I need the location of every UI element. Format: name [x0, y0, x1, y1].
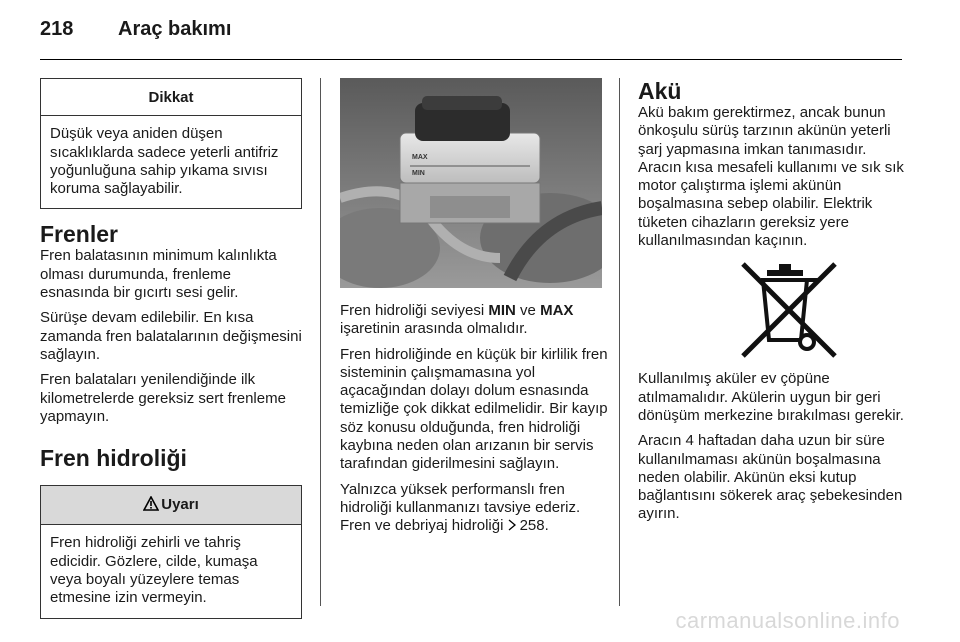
chapter-title: Araç bakımı — [118, 18, 232, 40]
brake-fluid-contamination-paragraph: Fren hidroliğinde en küçük bir kirlilik fren sisteminin çalışmamasına yol açacağından dolayı dolum esnasında temizliğe çok dikkat edilmelidir. Bir kayıp söz konusu olduğunda, fren hidroliği kaybına neden olan arızanın bir servis tarafından giderilmesini sağlayın. — [340, 345, 608, 473]
section-heading-brake-fluid: Fren hidroliği — [40, 445, 187, 472]
crossed-out-wheelie-bin-icon — [638, 258, 906, 370]
warning-box — [40, 485, 302, 618]
warning-title — [41, 486, 301, 525]
recommendation-text: Yalnızca yüksek performanslı fren hidroliği kullanmanızı tavsiye ederiz. Fren ve debriyaj hidroliği — [340, 480, 581, 535]
caution-box — [40, 78, 302, 209]
level-max: MAX — [540, 302, 574, 319]
page-header — [40, 18, 231, 41]
reservoir-max-label: MAX — [412, 154, 428, 161]
caution-title: Dikkat — [41, 79, 301, 116]
caution-text: Düşük veya aniden düşen sıcaklıklarda sadece yeterli antifriz yoğunluğuna sahip yıkama sıvısı koruma sağlayabilir. — [50, 125, 279, 198]
brakes-paragraph-1: Fren balatasının minimum kalınlıkta olması durumunda, frenleme esnasında bir gıcırtı sesi gelir. — [40, 247, 277, 302]
level-text-2: ve — [515, 302, 541, 319]
level-min: MIN — [488, 302, 516, 319]
left-column — [40, 78, 302, 619]
column-divider-2 — [619, 78, 620, 606]
page-number: 218 — [40, 18, 74, 40]
warning-text: Fren hidroliği zehirli ve tahriş edicidir. Gözlere, cilde, kumaşa veya boyalı yüzeylere temas etmesine izin vermeyin. — [50, 534, 258, 607]
battery-paragraph-2: Kullanılmış aküler ev çöpüne atılmamalıdır. Akülerin uygun bir geri dönüşüm merkezine bırakılması gerekir. — [638, 370, 904, 424]
battery-paragraph-3: Aracın 4 haftadan daha uzun bir süre kullanılmaması akünün boşalmasına neden olabilir. Akünün eksi kutup bağlantısını sökerek araç şebekesinden ayırın. — [638, 432, 903, 523]
brakes-paragraph-2: Sürüşe devam edilebilir. En kısa zamanda fren balatalarının değişmesini sağlayın. — [40, 309, 302, 363]
brake-fluid-recommendation-paragraph — [340, 481, 608, 537]
brake-fluid-level-paragraph — [340, 302, 608, 339]
section-heading-brakes: Frenler — [40, 221, 118, 248]
level-text-3: işaretinin arasında olmalıdır. — [340, 320, 528, 338]
right-column — [638, 78, 906, 531]
reservoir-min-label: MIN — [412, 170, 425, 177]
brakes-paragraph-3: Fren balataları yenilendiğinde ilk kilometrelerde gereksiz sert frenleme yapmayın. — [40, 371, 286, 425]
warning-triangle-icon — [143, 496, 159, 516]
page-reference-link[interactable]: 258. — [519, 517, 549, 535]
page-reference-icon — [508, 518, 517, 536]
header-rule — [40, 59, 902, 60]
middle-column — [340, 302, 608, 544]
watermark: carmanualsonline.info — [675, 608, 900, 633]
warning-title-text: Uyarı — [161, 496, 199, 514]
battery-paragraph-1: Akü bakım gerektirmez, ancak bunun önkoşulu sürüş tarzının akünün yeterli şarj yapmasına imkan tanımasıdır. Aracın kısa mesafeli kullanımı ve sık sık motor çalıştırma işlemi akünün boşalmasına sebep olabilir. Elektrik tüketen cihazların gereksiz yere kullanılmasından kaçının. — [638, 104, 904, 250]
level-text-1: Fren hidroliği seviyesi — [340, 302, 489, 319]
section-heading-battery: Akü — [638, 78, 682, 104]
column-divider-1 — [320, 78, 321, 606]
brake-fluid-reservoir-photo — [340, 78, 602, 288]
